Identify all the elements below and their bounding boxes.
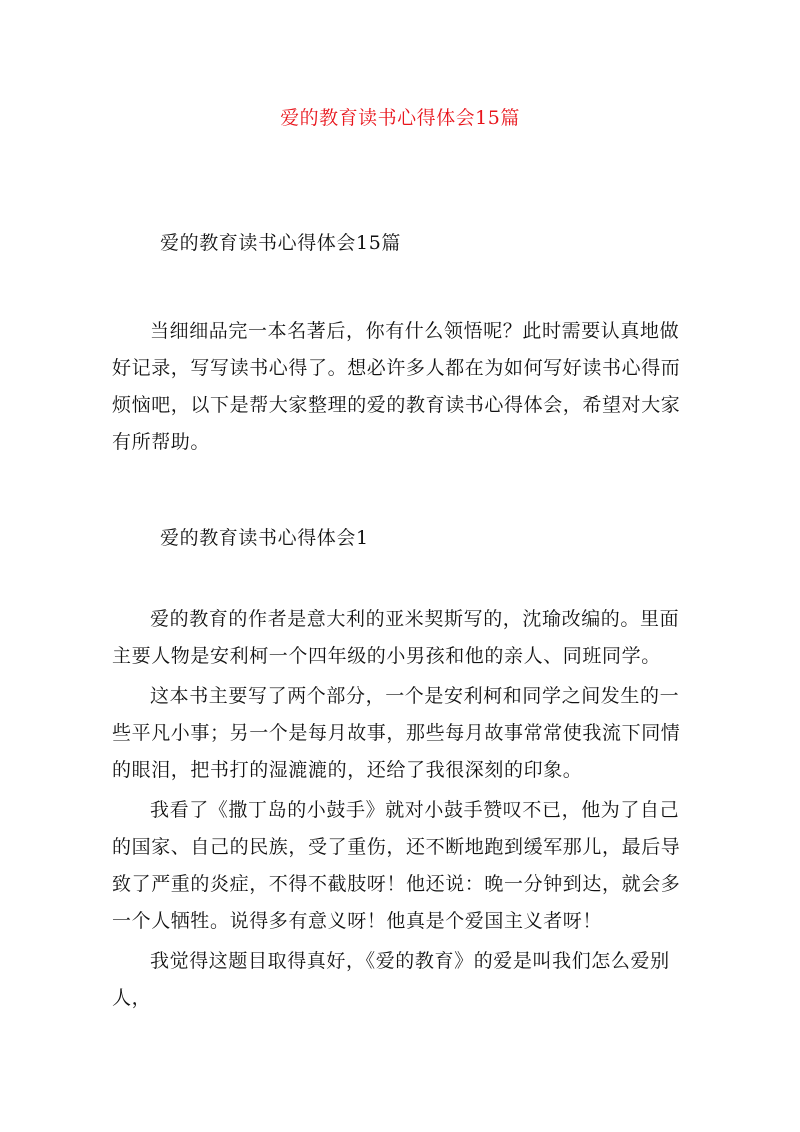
intro-paragraph-block (112, 313, 692, 461)
section-body (112, 601, 692, 1017)
body-paragraph: 我觉得这题目取得真好，《爱的教育》的爱是叫我们怎么爱别人， (112, 950, 670, 1009)
section-heading: 爱的教育读书心得体会1 (160, 527, 369, 549)
body-paragraph: 爱的教育的作者是意大利的亚米契斯写的，沈瑜改编的。里面主要人物是安利柯一个四年级的小男孩和他的亲人、同班同学。 (112, 608, 680, 667)
intro-paragraph: 当细细品完一本名著后，你有什么领悟呢？此时需要认真地做好记录，写写读书心得了。想必许多人都在为如何写好读书心得而烦恼吧，以下是帮大家整理的爱的教育读书心得体会，希望对大家有所帮助。 (112, 320, 681, 453)
body-paragraph: 这本书主要写了两个部分，一个是安利柯和同学之间发生的一些平凡小事；另一个是每月故事，那些每月故事常常使我流下同情的眼泪，把书打的湿漉漉的，还给了我很深刻的印象。 (112, 685, 681, 781)
document-title: 爱的教育读书心得体会15篇 (280, 107, 520, 129)
body-paragraph: 我看了《撒丁岛的小鼓手》就对小鼓手赞叹不已，他为了自己的国家、自己的民族，受了重伤，还不断地跑到缓军那儿，最后导致了严重的炎症，不得不截肢呀！他还说：晚一分钟到达，就会多一个人牺牲。说得多有意义呀！他真是个爱国主义者呀！ (112, 799, 681, 932)
intro-subtitle: 爱的教育读书心得体会15篇 (160, 232, 401, 254)
